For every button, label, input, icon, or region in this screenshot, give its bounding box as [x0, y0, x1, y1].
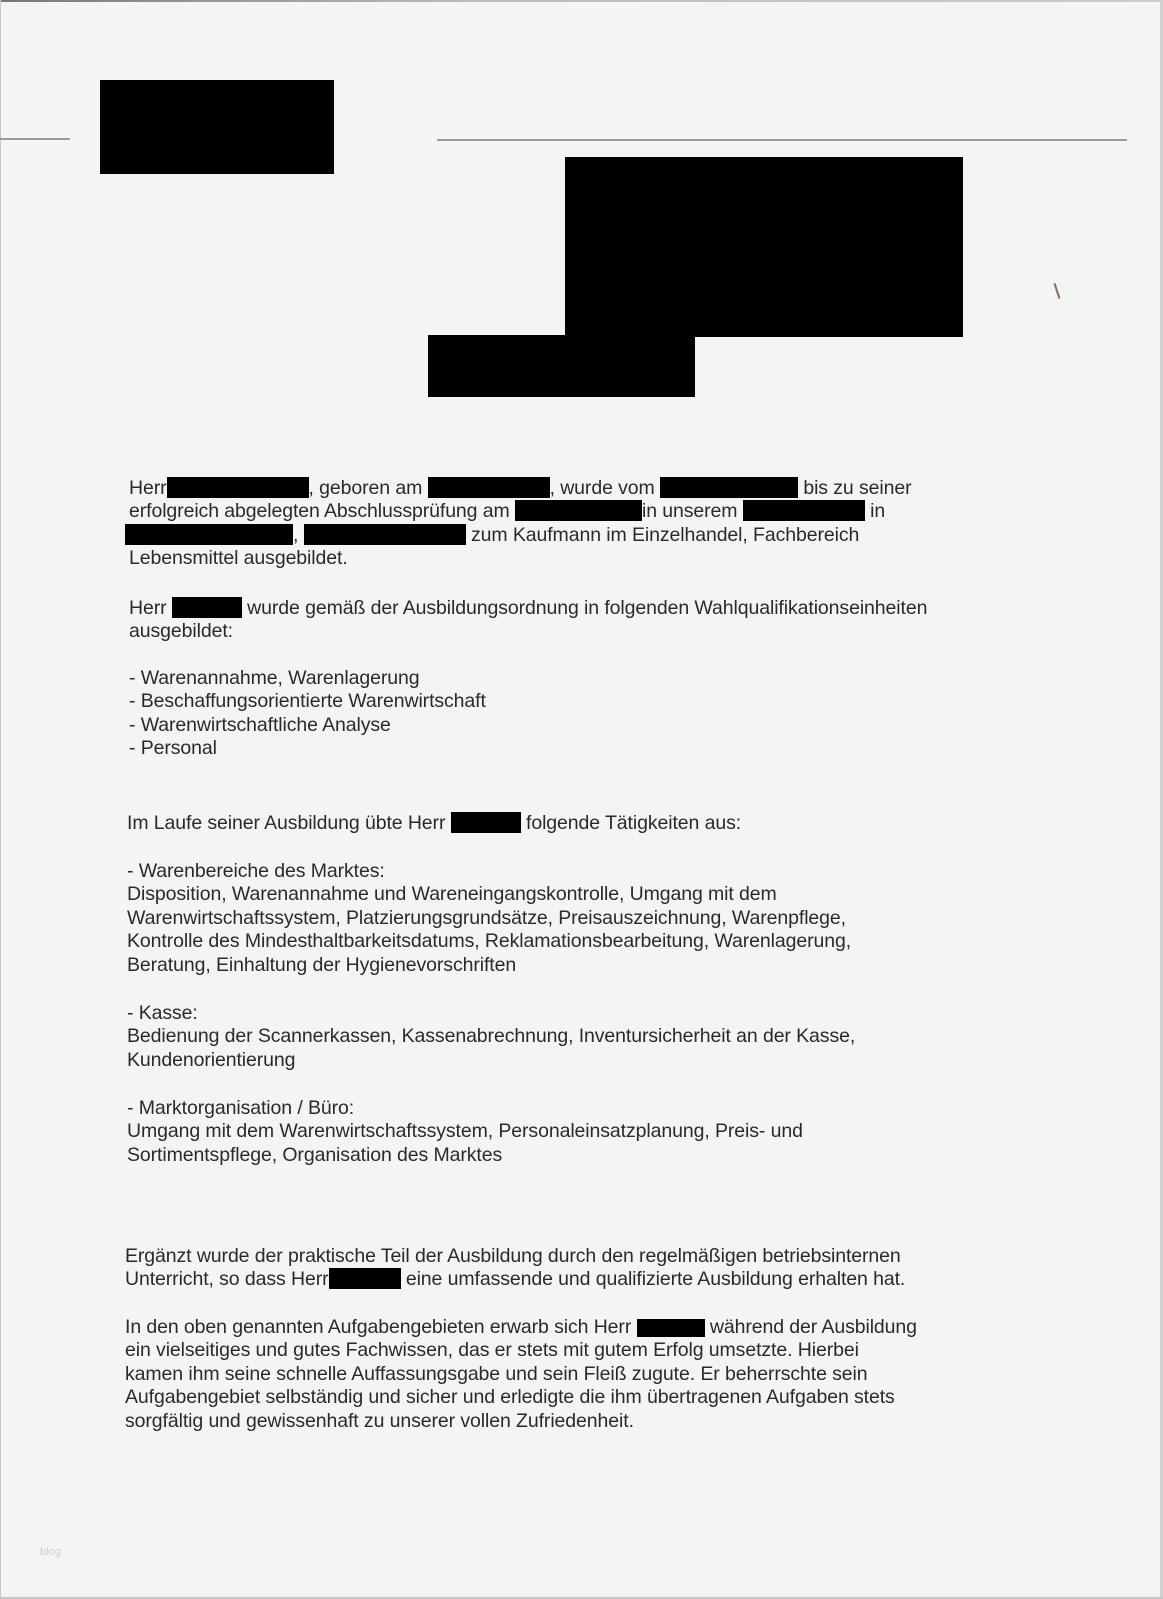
section-warenbereiche: [127, 860, 851, 977]
list-item: - Personal: [129, 737, 217, 760]
text: kamen ihm seine schnelle Auffassungsgabe und sein Fleiß zugute. Er beherrschte sein: [125, 1362, 868, 1385]
wahl-list: [129, 667, 486, 761]
text: Bedienung der Scannerkassen, Kassenabrechnung, Inventursicherheit an der Kasse,: [127, 1025, 856, 1048]
text: ein vielseitiges und gutes Fachwissen, das er stets mit gutem Erfolg umsetzte. Hierbei: [125, 1339, 859, 1362]
redacted-start-date: [660, 477, 798, 498]
scan-artifact: [1054, 283, 1061, 299]
redacted-street: [304, 524, 466, 545]
letterhead-rule-left: [0, 138, 70, 140]
redacted-name: [167, 477, 309, 498]
redacted-name: [637, 1319, 705, 1337]
redacted-exam-date: [515, 500, 642, 521]
text: zum Kaufmann im Einzelhandel, Fachbereich: [470, 523, 860, 546]
text: Ergänzt wurde der praktische Teil der Ausbildung durch den regelmäßigen betriebsinternen: [125, 1245, 901, 1267]
redacted-name: [172, 597, 242, 618]
redacted-name: [451, 812, 521, 833]
page-edge-left: [0, 0, 1, 1599]
text: Herr: [129, 597, 167, 619]
text: Aufgabengebiet selbständig und sicher und erledigte die ihm übertragenen Aufgaben stets: [125, 1386, 895, 1409]
redacted-city: [125, 524, 293, 545]
text: ausgebildet:: [129, 620, 233, 643]
text: wurde gemäß der Ausbildungsordnung in folgenden Wahlqualifikationseinheiten: [247, 597, 928, 619]
text: Sortimentspflege, Organisation des Marktes: [127, 1143, 503, 1166]
paragraph-intro: [129, 477, 912, 571]
paragraph-unterricht: [125, 1245, 905, 1292]
section-kasse: [127, 1002, 855, 1072]
paragraph-taetigkeiten: [127, 812, 741, 835]
redacted-store: [743, 500, 865, 521]
text: Warenwirtschaftssystem, Platzierungsgrundsätze, Preisauszeichnung, Warenpflege,: [127, 906, 846, 929]
watermark: blog: [40, 1546, 61, 1558]
text: Lebensmittel ausgebildet.: [129, 547, 348, 570]
text: in: [870, 500, 886, 523]
section-heading: - Marktorganisation / Büro:: [127, 1097, 355, 1119]
text: sorgfältig und gewissenhaft zu unserer vollen Zufriedenheit.: [125, 1409, 634, 1432]
text: Umgang mit dem Warenwirtschaftssystem, Personaleinsatzplanung, Preis- und: [127, 1120, 803, 1143]
paragraph-bewertung: [125, 1316, 917, 1433]
text: erfolgreich abgelegten Abschlussprüfung am: [129, 500, 510, 523]
list-item: - Warenwirtschaftliche Analyse: [129, 713, 391, 736]
text: Im Laufe seiner Ausbildung übte Herr: [127, 812, 446, 834]
redacted-logo: [100, 80, 334, 174]
text: Kontrolle des Mindesthaltbarkeitsdatums, Reklamationsbearbeitung, Warenlagerung,: [127, 930, 852, 953]
text: Beratung, Einhaltung der Hygienevorschriften: [127, 953, 517, 976]
text: folgende Tätigkeiten aus:: [526, 812, 742, 834]
text: eine umfassende und qualifizierte Ausbildung erhalten hat.: [405, 1268, 906, 1291]
text: Herr: [129, 477, 167, 499]
section-marktorganisation: [127, 1097, 803, 1167]
text: ,: [293, 523, 299, 546]
text: Kundenorientierung: [127, 1048, 296, 1071]
text: während der Ausbildung: [709, 1316, 917, 1338]
redacted-birthdate: [428, 477, 550, 498]
page-edge-top: [0, 0, 1163, 2]
text: In den oben genannten Aufgabengebieten erwarb sich Herr: [125, 1316, 632, 1338]
section-heading: - Warenbereiche des Marktes:: [127, 860, 385, 882]
text: Unterricht, so dass Herr: [125, 1268, 329, 1291]
text: bis zu seiner: [803, 477, 912, 499]
letterhead-rule-right: [437, 139, 1127, 141]
list-item: - Warenannahme, Warenlagerung: [129, 667, 420, 689]
text: in unserem: [641, 500, 738, 523]
text: , geboren am: [308, 477, 423, 499]
text: Disposition, Warenannahme und Wareneingangskontrolle, Umgang mit dem: [127, 883, 777, 906]
text: , wurde vom: [549, 477, 655, 499]
redacted-recipient-address: [565, 157, 963, 337]
redacted-date-block: [428, 335, 695, 397]
list-item: - Beschaffungsorientierte Warenwirtschaft: [129, 690, 486, 713]
redacted-name: [329, 1268, 401, 1289]
section-heading: - Kasse:: [127, 1002, 198, 1024]
paragraph-wahlqualifikation: [129, 597, 927, 644]
